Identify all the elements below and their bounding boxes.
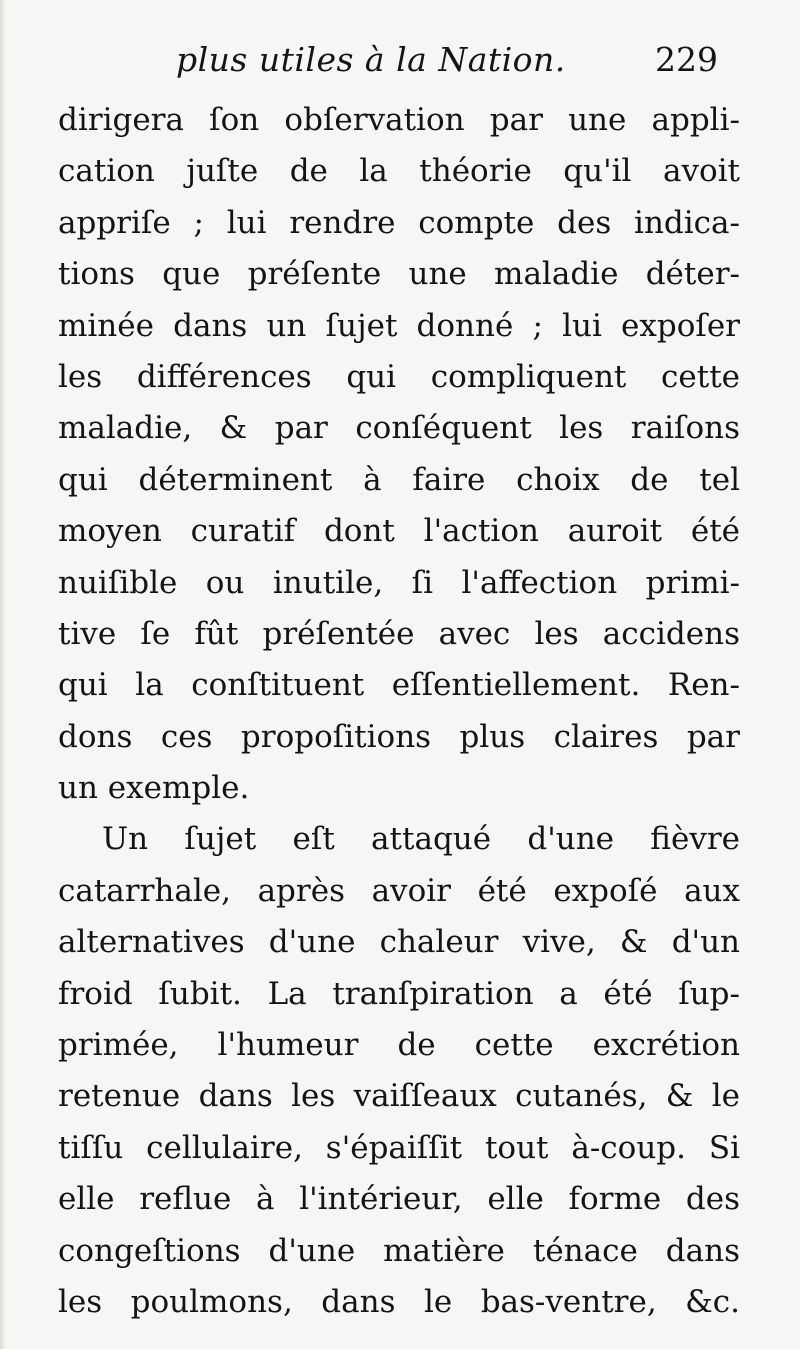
text-line: qui déterminent à faire choix de tel	[58, 461, 740, 498]
text-line: maladie, & par conſéquent les raiſons	[58, 410, 740, 447]
paragraph-2	[58, 814, 740, 1328]
text-line: elle reflue à l'intérieur, elle forme des	[58, 1181, 740, 1218]
text-line: dirigera ſon obſervation par une appli-	[58, 102, 740, 138]
body-text	[58, 95, 740, 1328]
text-line: cation juſte de la théorie qu'il avoit	[58, 153, 740, 190]
text-line: dons ces propoſitions plus claires par	[58, 718, 740, 755]
text-line: congeſtions d'une matière ténace dans	[58, 1232, 740, 1269]
text-line: tions que préſente une maladie déter-	[58, 256, 740, 293]
text-line: un exemple.	[58, 770, 250, 807]
page-header	[0, 38, 800, 88]
paragraph-1	[58, 95, 740, 814]
text-line: nuiſible ou inutile, ſi l'affection primi-	[58, 564, 740, 601]
running-head: plus utiles à la Nation.	[176, 40, 566, 79]
text-line: minée dans un ſujet donné ; lui expoſer	[58, 307, 740, 344]
text-line: froid ſubit. La tranſpiration a été ſup-	[58, 975, 740, 1012]
text-line: tive ſe fût préſentée avec les accidens	[58, 615, 740, 652]
page-number: 229	[655, 40, 718, 79]
text-line: retenue dans les vaiſſeaux cutanés, & le	[58, 1078, 740, 1115]
text-line: tiſſu cellulaire, s'épaiſſit tout à-coup. Si	[58, 1129, 740, 1166]
text-line: les différences qui compliquent cette	[58, 358, 740, 395]
text-line: alternatives d'une chaleur vive, & d'un	[58, 924, 740, 961]
text-line: appriſe ; lui rendre compte des indica-	[58, 204, 740, 241]
text-line: primée, l'humeur de cette excrétion	[58, 1027, 740, 1064]
text-line: qui la conſtituent eſſentiellement. Ren-	[58, 667, 740, 704]
page-edge-shadow	[0, 0, 6, 1349]
text-line: catarrhale, après avoir été expoſé aux	[58, 872, 740, 909]
text-line: moyen curatif dont l'action auroit été	[58, 513, 740, 550]
text-line: Un ſujet eſt attaqué d'une fièvre	[102, 821, 740, 858]
text-line: les poulmons, dans le bas-ventre, &c.	[58, 1283, 740, 1320]
